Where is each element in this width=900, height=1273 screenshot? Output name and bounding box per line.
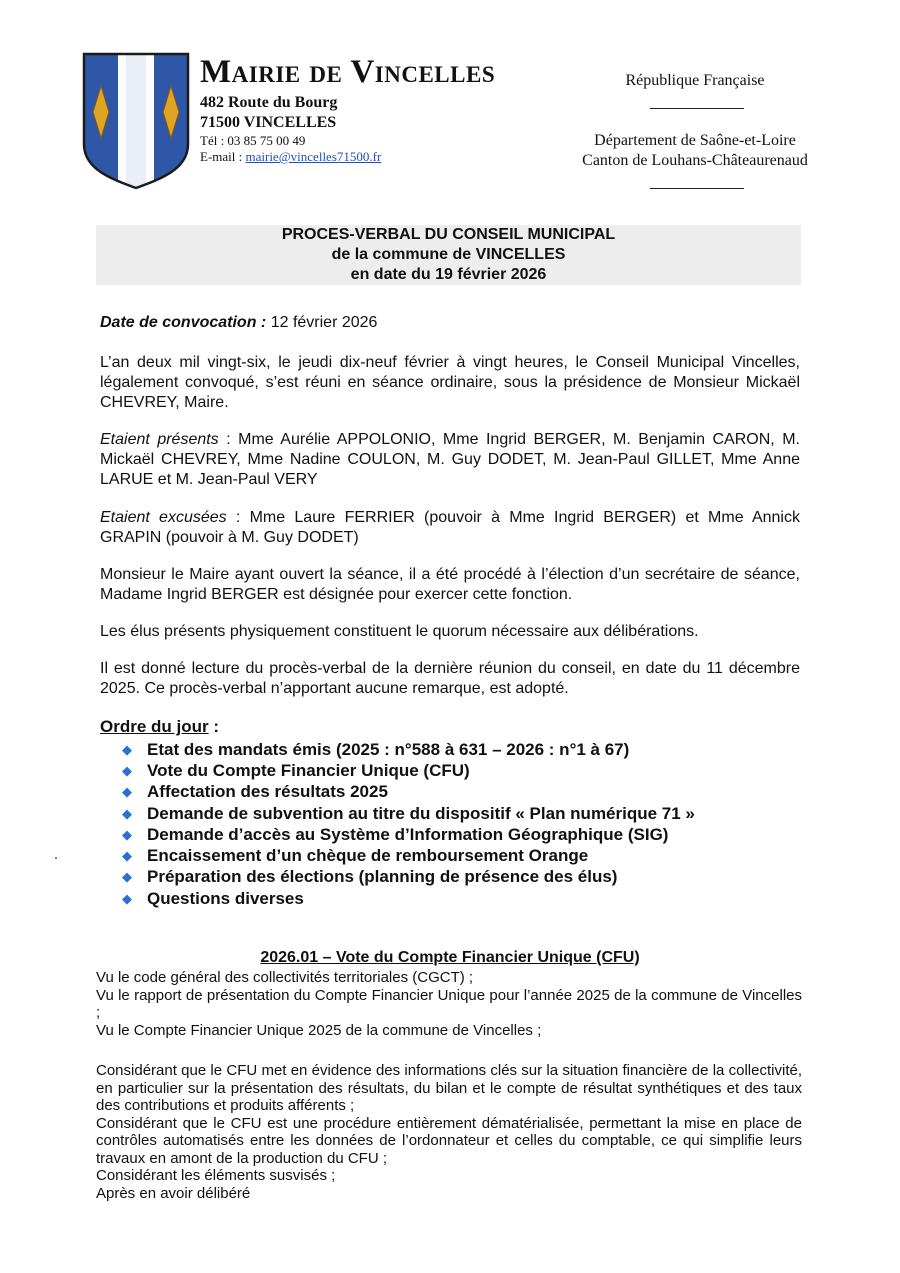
diamond-bullet-icon: ◆ xyxy=(122,762,132,778)
vu-line: Vu le rapport de présentation du Compte Financier Unique pour l’année 2025 de la commune de Vincelles ; xyxy=(96,986,802,1021)
considerant-line: Considérant que le CFU met en évidence des informations clés sur la situation financière de la collectivité, en particulier sur la présentation des résultats, du bilan et le compte de résultat synthétiques et des taux des contributions et produits afférents ; xyxy=(96,1062,802,1114)
agenda-item: ◆ Préparation des élections (planning de présence des élus) xyxy=(122,867,618,887)
section-title: 2026.01 – Vote du Compte Financier Unique (CFU) xyxy=(260,949,640,966)
mairie-title: Mairie de Vincelles xyxy=(200,54,496,90)
address-city: 71500 VINCELLES xyxy=(200,114,337,131)
presents-list: : Mme Aurélie APPOLONIO, Mme Ingrid BERGER, M. Benjamin CARON, M. Mickaël CHEVREY, Mme Nadine COULON, M. Guy DODET, M. Jean-Paul GILLET, Mme Anne LARUE et M. Jean-Paul VERY xyxy=(100,431,801,488)
agenda-item: ◆ Vote du Compte Financier Unique (CFU) xyxy=(122,760,470,780)
document-title-banner xyxy=(96,225,801,285)
scan-speck xyxy=(55,857,57,859)
email-label: E-mail : xyxy=(200,149,246,164)
quorum-paragraph: Les élus présents physiquement constituent le quorum nécessaire aux délibérations. xyxy=(100,623,699,640)
previous-pv-paragraph: Il est donné lecture du procès-verbal de la dernière réunion du conseil, en date du 11 décembre 2025. Ce procès-verbal n’apportant aucune remarque, est adopté. xyxy=(100,660,800,697)
diamond-bullet-icon: ◆ xyxy=(122,741,132,757)
email-line xyxy=(200,149,381,165)
agenda-item: ◆ Demande d’accès au Système d’Information Géographique (SIG) xyxy=(122,824,669,844)
title-line-3: en date du 19 février 2026 xyxy=(350,266,547,283)
diamond-bullet-icon: ◆ xyxy=(122,826,132,842)
email-link[interactable]: mairie@vincelles71500.fr xyxy=(245,149,382,164)
agenda-item: ◆ Encaissement d’un chèque de remboursement Orange xyxy=(122,846,589,866)
telephone: Tél : 03 85 75 00 49 xyxy=(200,133,306,148)
excuses-list: : Mme Laure FERRIER (pouvoir à Mme Ingrid BERGER) et Mme Annick GRAPIN (pouvoir à M. Guy DODET) xyxy=(100,509,800,546)
considerant-block xyxy=(96,1062,802,1202)
diamond-bullet-icon: ◆ xyxy=(122,805,132,821)
vu-line: Vu le code général des collectivités territoriales (CGCT) ; xyxy=(96,969,474,986)
diamond-bullet-icon: ◆ xyxy=(122,890,132,906)
canton: Canton de Louhans-Châteaurenaud xyxy=(582,152,808,169)
municipal-crest xyxy=(82,52,190,190)
department: Département de Saône-et-Loire xyxy=(594,132,796,149)
address-street: 482 Route du Bourg xyxy=(200,94,338,111)
convocation-value: 12 février 2026 xyxy=(266,314,378,331)
diamond-bullet-icon: ◆ xyxy=(122,869,132,885)
considerant-line: Considérant les éléments susvisés ; xyxy=(96,1167,336,1184)
intro-paragraph: L’an deux mil vingt-six, le jeudi dix-neuf février à vingt heures, le Conseil Municipal Vincelles, légalement convoqué, s’est réuni en séance ordinaire, sous la présidence de Monsieur Mickaël CHEVREY, Maire. xyxy=(100,354,800,411)
presents-label: Etaient présents xyxy=(100,431,219,448)
diamond-bullet-icon: ◆ xyxy=(122,784,132,800)
republique-francaise: République Française xyxy=(625,72,765,89)
considerant-line: Après en avoir délibéré xyxy=(96,1184,251,1202)
department-canton xyxy=(560,131,830,171)
agenda-list xyxy=(122,739,695,909)
considerant-line: Considérant que le CFU est une procédure entièrement dématérialisée, permettant la mise en place de contrôles automatisés entre les données de l’ordonnateur et celles du comptable, ce qui simplifie leurs travaux en amont de la production du CFU ; xyxy=(96,1114,802,1167)
title-line-1: PROCES-VERBAL DU CONSEIL MUNICIPAL xyxy=(281,226,616,243)
vu-block xyxy=(96,969,802,1039)
agenda-item: ◆ Questions diverses xyxy=(122,888,304,908)
header-divider-1 xyxy=(650,108,744,109)
agenda-item: ◆ Demande de subvention au titre du dispositif « Plan numérique 71 » xyxy=(122,803,695,823)
excuses-label: Etaient excusées xyxy=(100,509,227,526)
presents-paragraph xyxy=(100,430,800,490)
agenda-title: Ordre du jour : xyxy=(100,717,220,736)
vu-line: Vu le Compte Financier Unique 2025 de la commune de Vincelles ; xyxy=(96,1021,542,1039)
agenda-item: ◆ Etat des mandats émis (2025 : n°588 à 631 – 2026 : n°1 à 67) xyxy=(122,739,630,759)
convocation-label: Date de convocation : xyxy=(100,314,267,331)
diamond-bullet-icon: ◆ xyxy=(122,848,132,864)
excuses-paragraph xyxy=(100,508,800,548)
secretary-paragraph: Monsieur le Maire ayant ouvert la séance, il a été procédé à l’élection d’un secrétaire de séance, Madame Ingrid BERGER est désignée pour exercer cette fonction. xyxy=(100,566,800,603)
title-line-2: de la commune de VINCELLES xyxy=(331,246,566,263)
convocation-date xyxy=(100,313,800,333)
agenda-item: ◆ Affectation des résultats 2025 xyxy=(122,782,388,802)
agenda-title-text: Ordre du jour xyxy=(100,717,209,736)
header-divider-2 xyxy=(650,188,744,189)
